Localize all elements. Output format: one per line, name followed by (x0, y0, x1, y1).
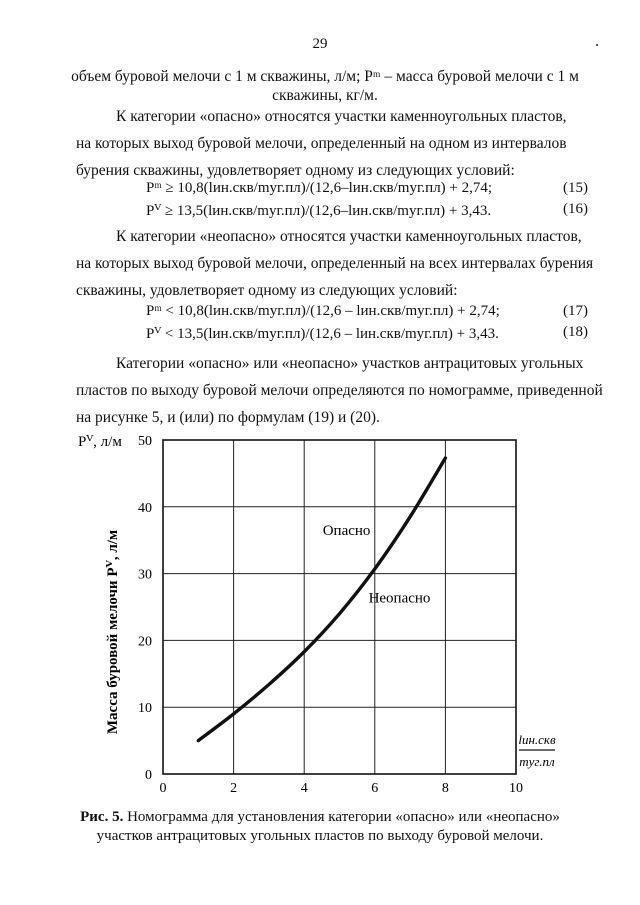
formula-17: Pᵐ < 10,8(lин.скв/mуг.пл)/(12,6 – lин.скв/mуг.пл) + 2,74; (146, 303, 500, 319)
figure-caption-label: Рис. 5. (80, 809, 124, 825)
figure-caption-line-1: Номограмма для установления категории «опасно» или «неопасно» (123, 809, 560, 825)
equation-number-18: (18) (563, 324, 588, 340)
paragraph-line: Категории «опасно» или «неопасно» участков антрацитовых угольных (116, 355, 584, 372)
equation-number-17: (17) (563, 303, 588, 319)
paragraph-line: на которых выход буровой мелочи, определенный на всех интервалах бурения (76, 255, 594, 272)
x-axis-label-denominator: mуг.пл (519, 754, 555, 769)
intro-line-2: скважины, кг/м. (272, 87, 378, 104)
intro-line-1: объем буровой мелочи с 1 м скважины, л/м; Pᵐ – масса буровой мелочи с 1 м (71, 68, 579, 85)
y-tick-label: 30 (138, 567, 152, 583)
chart-tick-labels (138, 434, 523, 796)
y-tick-label: 10 (138, 701, 152, 717)
equation-number-15: (15) (563, 180, 588, 196)
x-axis-label-numerator: lин.скв (518, 732, 556, 747)
paragraph-line: скважины, удовлетворяет одному из следующих условий: (76, 282, 458, 299)
equation-number-16: (16) (563, 201, 588, 217)
paragraph-line: пластов по выходу буровой мелочи определяются по номограмме, приведенной (76, 382, 603, 399)
y-axis-title: Масса буровой мелочи Pⱽ, л/м (105, 529, 121, 735)
x-tick-label: 4 (300, 781, 308, 796)
paragraph-line: бурения скважины, удовлетворяет одному из следующих условий: (76, 162, 515, 179)
x-tick-label: 8 (441, 781, 449, 796)
figure-caption (40, 808, 600, 846)
page-number: 29 (312, 36, 328, 52)
y-tick-label: 0 (145, 768, 152, 783)
y-tick-label: 50 (138, 434, 152, 449)
paragraph-line: К категории «неопасно» относятся участки каменноугольных пластов, (116, 228, 582, 245)
x-tick-label: 2 (230, 781, 238, 796)
x-tick-label: 0 (159, 781, 167, 796)
plot-frame (163, 440, 516, 774)
formula-16: Pⱽ ≥ 13,5(lин.скв/mуг.пл)/(12,6–lин.скв/mуг.пл) + 3,43. (146, 203, 492, 219)
formula-18: Pⱽ < 13,5(lин.скв/mуг.пл)/(12,6 – lин.скв/mуг.пл) + 3,43. (146, 326, 499, 342)
y-axis-unit-label: Pⱽ, л/м (78, 434, 122, 450)
figure-caption-line-2: участков антрацитовых угольных пластов по выходу буровой мелочи. (96, 828, 544, 844)
formula-15: Pᵐ ≥ 10,8(lин.скв/mуг.пл)/(12,6–lин.скв/mуг.пл) + 2,74; (146, 180, 493, 196)
paragraph-line: К категории «опасно» относятся участки каменноугольных пластов, (116, 108, 567, 125)
region-label-safe: Неопасно (368, 590, 431, 607)
paragraph-line: на рисунке 5, и (или) по формулам (19) и (20). (76, 409, 380, 426)
y-tick-label: 40 (138, 500, 152, 516)
region-label-dangerous: Опасно (322, 522, 371, 539)
paragraph-line: на которых выход буровой мелочи, определенный на одном из интервалов (76, 135, 567, 152)
x-tick-label: 10 (509, 781, 523, 796)
x-tick-label: 6 (371, 781, 379, 796)
y-tick-label: 20 (138, 634, 152, 650)
chart-grid (163, 440, 516, 774)
